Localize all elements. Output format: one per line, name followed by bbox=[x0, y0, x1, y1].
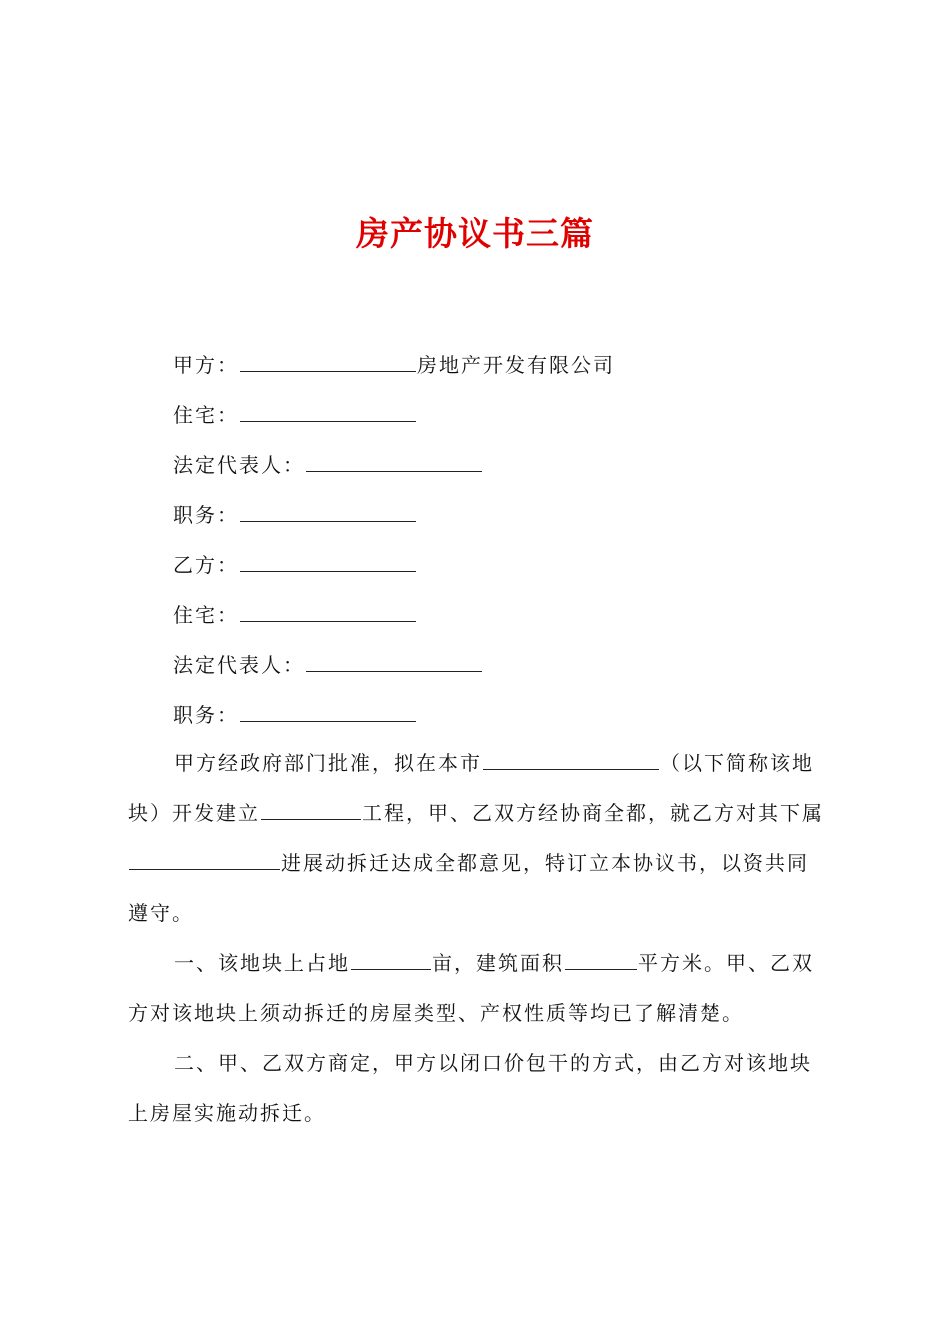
field-label: 职务： bbox=[173, 703, 239, 727]
party-a-representative-field bbox=[173, 450, 483, 480]
text-segment: 亩，建筑面积 bbox=[432, 951, 564, 975]
blank-line bbox=[306, 651, 482, 672]
paragraph-clause-1 bbox=[128, 938, 832, 1038]
party-b-representative-field bbox=[173, 650, 483, 680]
blank-line bbox=[261, 799, 361, 820]
party-b-field bbox=[173, 550, 417, 580]
blank-line bbox=[306, 451, 482, 472]
paragraph-line bbox=[128, 838, 832, 888]
party-a-field bbox=[173, 350, 615, 380]
text-segment: 块）开发建立 bbox=[128, 801, 260, 825]
paragraph-line: 上房屋实施动拆迁。 bbox=[128, 1101, 326, 1125]
field-suffix: 房地产开发有限公司 bbox=[417, 353, 615, 377]
field-label: 住宅： bbox=[173, 603, 239, 627]
text-segment: 工程，甲、乙双方经协商全都，就乙方对其下属 bbox=[362, 801, 824, 825]
blank-line bbox=[240, 601, 416, 622]
text-segment: 一、该地块上占地 bbox=[174, 951, 350, 975]
blank-line bbox=[240, 351, 416, 372]
blank-line bbox=[351, 949, 431, 970]
paragraph-intro bbox=[128, 738, 832, 938]
paragraph-line: 遵守。 bbox=[128, 901, 194, 925]
blank-line bbox=[240, 701, 416, 722]
text-segment: 进展动拆迁达成全都意见，特订立本协议书，以资共同 bbox=[281, 851, 809, 875]
blank-line bbox=[240, 501, 416, 522]
field-label: 乙方： bbox=[173, 553, 239, 577]
page-title: 房产协议书三篇 bbox=[356, 214, 594, 253]
paragraph-line bbox=[128, 938, 832, 988]
paragraph-line: 方对该地块上须动拆迁的房屋类型、产权性质等均已了解清楚。 bbox=[128, 1001, 744, 1025]
blank-line bbox=[240, 551, 416, 572]
text-segment: （以下简称该地 bbox=[660, 751, 814, 775]
party-a-position-field bbox=[173, 500, 417, 530]
blank-line bbox=[565, 949, 637, 970]
field-label: 甲方： bbox=[173, 353, 239, 377]
field-label: 法定代表人： bbox=[173, 453, 305, 477]
party-a-address-field bbox=[173, 400, 417, 430]
text-segment: 平方米。甲、乙双 bbox=[638, 951, 814, 975]
blank-line bbox=[483, 749, 659, 770]
paragraph-line: 二、甲、乙双方商定，甲方以闭口价包干的方式，由乙方对该地块 bbox=[174, 1051, 812, 1075]
paragraph-clause-2 bbox=[128, 1038, 832, 1138]
text-segment: 甲方经政府部门批准，拟在本市 bbox=[174, 751, 482, 775]
field-label: 职务： bbox=[173, 503, 239, 527]
blank-line bbox=[240, 401, 416, 422]
party-b-position-field bbox=[173, 700, 417, 730]
paragraph-line bbox=[128, 788, 832, 838]
party-b-address-field bbox=[173, 600, 417, 630]
blank-line bbox=[129, 849, 280, 870]
field-label: 住宅： bbox=[173, 403, 239, 427]
paragraph-line bbox=[128, 738, 832, 788]
field-label: 法定代表人： bbox=[173, 653, 305, 677]
